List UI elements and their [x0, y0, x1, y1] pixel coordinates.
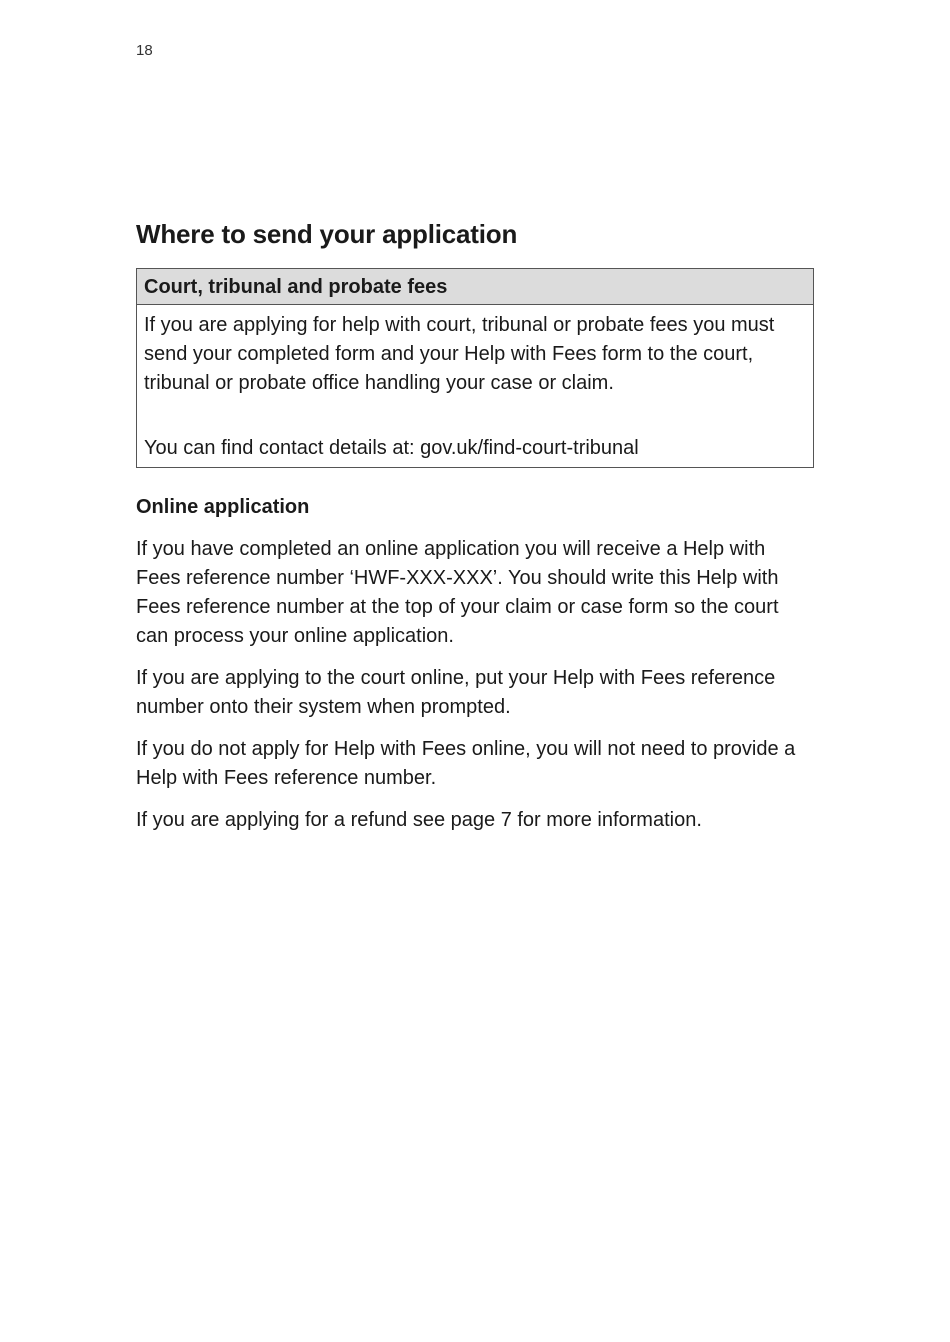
court-fees-box-body — [137, 305, 813, 467]
page-title: Where to send your application — [136, 219, 518, 249]
online-paragraph-court-online: If you are applying to the court online, put your Help with Fees reference number onto their system when prompted. — [136, 666, 776, 718]
online-application-heading: Online application — [136, 495, 310, 518]
online-paragraph-not-online: If you do not apply for Help with Fees online, you will not need to provide a Help with Fees reference number. — [136, 737, 796, 789]
page-content — [136, 218, 814, 848]
online-paragraph-reference: If you have completed an online application you will receive a Help with Fees reference number ‘HWF-XXX-XXX’. You should write this Help with Fees reference number at the top of your claim or case form so the court can process your online application. — [136, 537, 779, 647]
court-fees-box — [136, 268, 814, 468]
contact-details-paragraph: You can find contact details at: gov.uk/find-court-tribunal — [144, 436, 639, 459]
online-paragraph-refund: If you are applying for a refund see page 7 for more information. — [136, 808, 702, 831]
court-fees-box-header: Court, tribunal and probate fees — [137, 269, 813, 305]
page-number: 18 — [136, 42, 153, 59]
court-fees-paragraph: If you are applying for help with court, tribunal or probate fees you must send your completed form and your Help with Fees form to the court, tribunal or probate office handling your case or claim. — [144, 313, 775, 394]
